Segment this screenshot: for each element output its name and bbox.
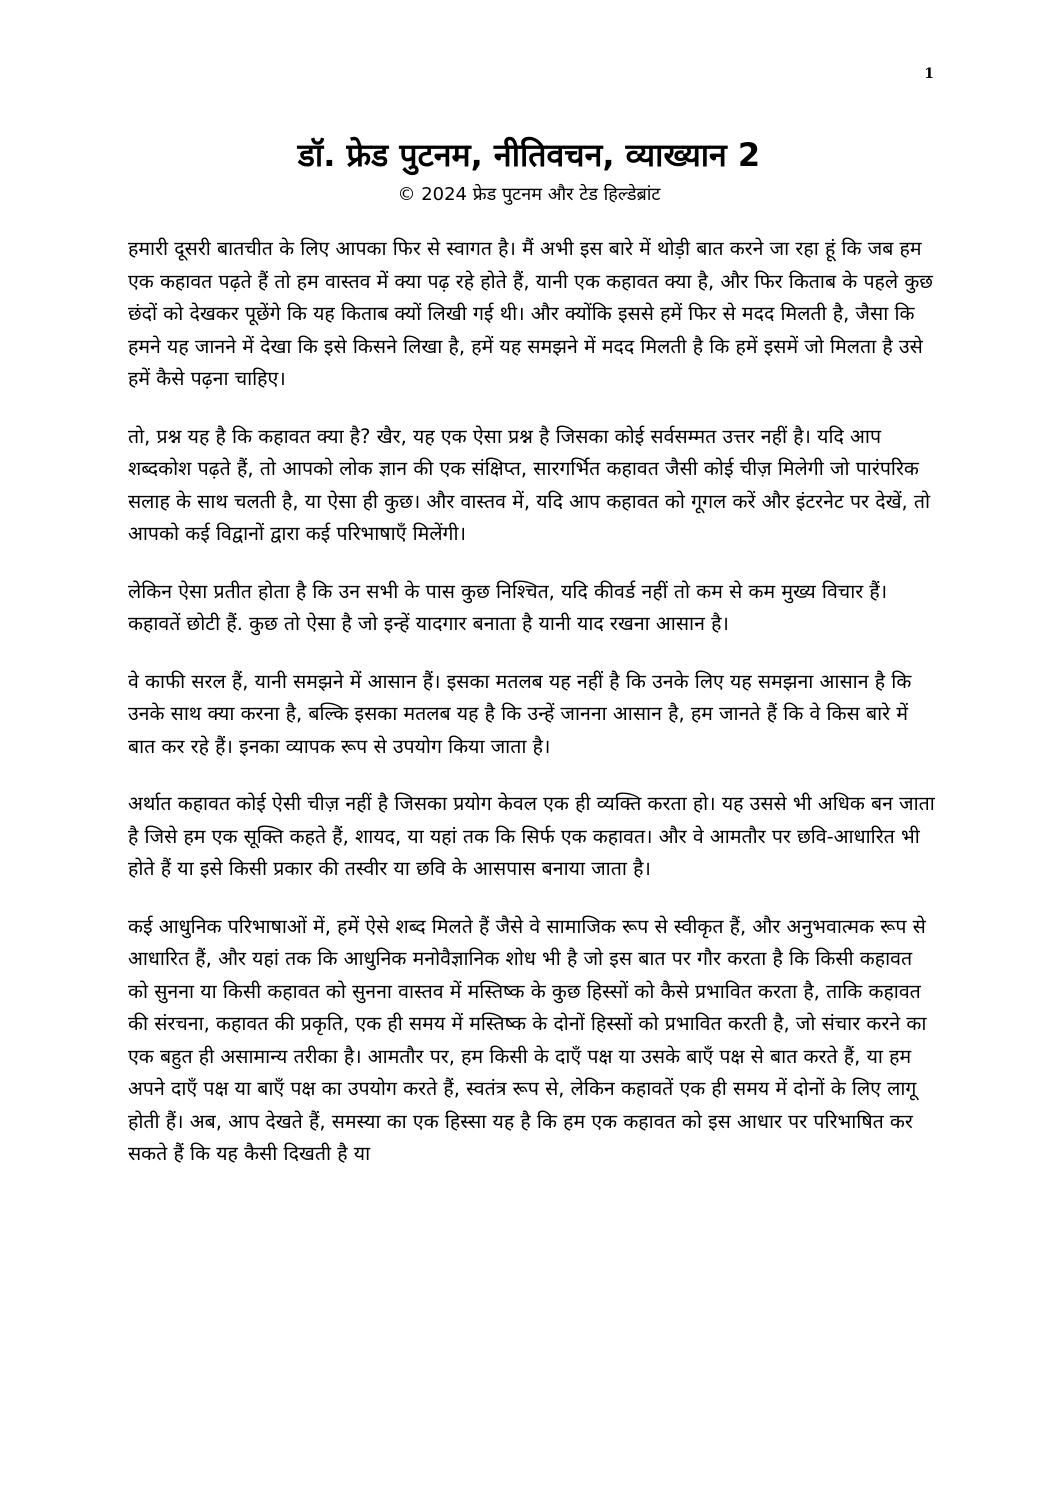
page-title: डॉ. फ्रेड पुटनम, नीतिवचन, व्याख्यान 2	[297, 136, 761, 174]
paragraph: अर्थात कहावत कोई ऐसी चीज़ नहीं है जिसका प्रयोग केवल एक ही व्यक्ति करता हो। यह उससे भी अधिक बन जाता है जिसे हम एक सूक्ति कहते हैं, शायद, या यहां तक कि सिर्फ एक कहावत। और वे आमतौर पर छवि-आधारित भी होते हैं या इसे किसी प्रकार की तस्वीर या छवि के आसपास बनाया जाता है।	[128, 792, 935, 880]
paragraph: तो, प्रश्न यह है कि कहावत क्या है? खैर, यह एक ऐसा प्रश्न है जिसका कोई सर्वसम्मत उत्तर नहीं है। यदि आप शब्दकोश पढ़ते हैं, तो आपको लोक ज्ञान की एक संक्षिप्त, सारगर्भित कहावत जैसी कोई चीज़ मिलेगी जो पारंपरिक सलाह के साथ चलती है, या ऐसा ही कुछ। और वास्तव में, यदि आप कहावत को गूगल करें और इंटरनेट पर देखें, तो आपको कई विद्वानों द्वारा कई परिभाषाएँ मिलेंगी।	[128, 424, 931, 545]
paragraph: कई आधुनिक परिभाषाओं में, हमें ऐसे शब्द मिलते हैं जैसे वे सामाजिक रूप से स्वीकृत हैं, और अनुभवात्मक रूप से आधारित हैं, और यहां तक कि आधुनिक मनोवैज्ञानिक शोध भी है जो इस बात पर गौर करता है कि किसी कहावत को सुनना या किसी कहावत को सुनना वास्तव में मस्तिष्क के कुछ हिस्सों को कैसे प्रभावित करता है, ताकि कहावत की संरचना, कहावत की प्रकृति, एक ही समय में मस्तिष्क के दोनों हिस्सों को प्रभावित करती है, जो संचार करने का एक बहुत ही असामान्य तरीका है। आमतौर पर, हम किसी के दाएँ पक्ष या उसके बाएँ पक्ष से बात करते हैं, या हम अपने दाएँ पक्ष या बाएँ पक्ष का उपयोग करते हैं, स्वतंत्र रूप से, लेकिन कहावतें एक ही समय में दोनों के लिए लागू होती हैं। अब, आप देखते हैं, समस्या का एक हिस्सा यह है कि हम एक कहावत को इस आधार पर परिभाषित कर सकते हैं कि यह कैसी दिखती है या	[128, 914, 927, 1165]
copyright-line: © 2024 फ्रेड पुटनम और टेड हिल्डेब्रांट	[397, 184, 661, 205]
paragraph: हमारी दूसरी बातचीत के लिए आपका फिर से स्वागत है। मैं अभी इस बारे में थोड़ी बात करने जा रहा हूं कि जब हम एक कहावत पढ़ते हैं तो हम वास्तव में क्या पढ़ रहे होते हैं, यानी एक कहावत क्या है, और फिर किताब के पहले कुछ छंदों को देखकर पूछेंगे कि यह किताब क्यों लिखी गई थी। और क्योंकि इससे हमें फिर से मदद मिलती है, जैसा कि हमने यह जानने में देखा कि इसे किसने लिखा है, हमें यह समझने में मदद मिलती है कि हमें इसमें जो मिलता है उसे हमें कैसे पढ़ना चाहिए।	[128, 237, 933, 390]
page-number: 1	[924, 66, 934, 82]
document-body	[128, 233, 936, 1196]
paragraph: वे काफी सरल हैं, यानी समझने में आसान हैं। इसका मतलब यह नहीं है कि उनके लिए यह समझना आसान है कि उनके साथ क्या करना है, बल्कि इसका मतलब यह है कि उन्हें जानना आसान है, हम जानते हैं कि वे किस बारे में बात कर रहे हैं। इनका व्यापक रूप से उपयोग किया जाता है।	[128, 669, 912, 758]
paragraph: लेकिन ऐसा प्रतीत होता है कि उन सभी के पास कुछ निश्चित, यदि कीवर्ड नहीं तो कम से कम मुख्य विचार हैं। कहावतें छोटी हैं. कुछ तो ऐसा है जो इन्हें यादगार बनाता है यानी याद रखना आसान है।	[128, 579, 888, 635]
